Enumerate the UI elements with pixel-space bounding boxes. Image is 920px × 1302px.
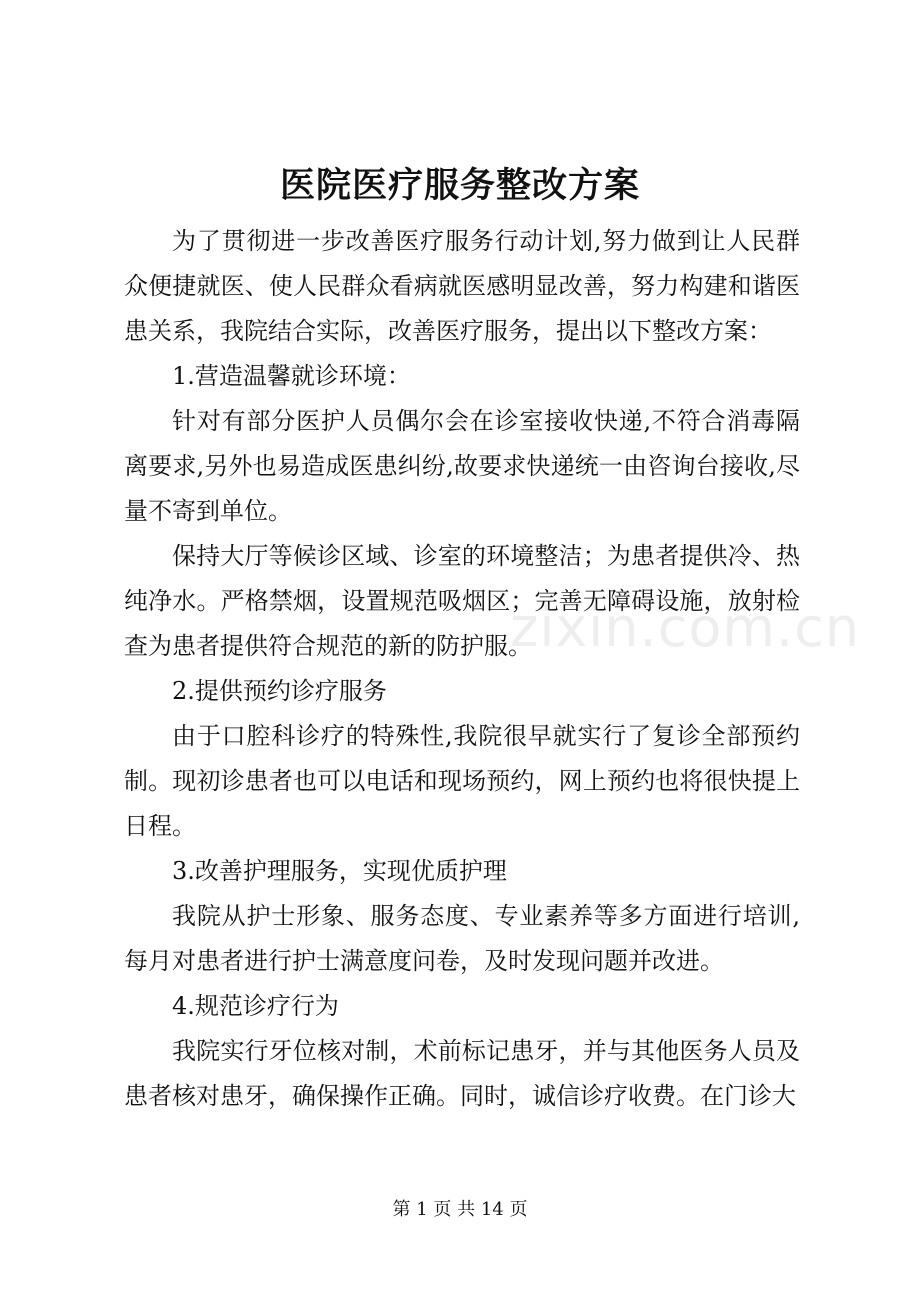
section-heading-2: 2.提供预约诊疗服务 [172, 677, 387, 705]
document-title: 医院医疗服务整改方案 [279, 165, 640, 206]
watermark: zixin.com.cn [510, 596, 861, 659]
page-footer: 第 1 页 共 14 页 [392, 1199, 528, 1220]
section-heading-3: 3.改善护理服务，实现优质护理 [172, 857, 507, 885]
paragraph: 保持大厅等候诊区域、诊室的环境整洁；为患者提供冷、热纯净水。严格禁烟，设置规范吸烟区；完善无障碍设施，放射检查为患者提供符合规范的新的防护服。 [124, 542, 800, 660]
section-heading-1: 1.营造温馨就诊环境： [172, 362, 411, 390]
section-heading-4: 4.规范诊疗行为 [172, 992, 339, 1020]
paragraph: 由于口腔科诊疗的特殊性,我院很早就实行了复诊全部预约制。现初诊患者也可以电话和现场预约，网上预约也将很快提上日程。 [124, 722, 800, 840]
paragraph-intro: 为了贯彻进一步改善医疗服务行动计划,努力做到让人民群众便捷就医、使人民群众看病就医感明显改善，努力构建和谐医患关系，我院结合实际，改善医疗服务，提出以下整改方案： [124, 227, 800, 345]
paragraph: 针对有部分医护人员偶尔会在诊室接收快递,不符合消毒隔离要求,另外也易造成医患纠纷,故要求快递统一由咨询台接收,尽量不寄到单位。 [124, 407, 800, 525]
paragraph: 我院从护士形象、服务态度、专业素养等多方面进行培训,每月对患者进行护士满意度问卷，及时发现问题并改进。 [124, 902, 800, 975]
paragraph: 我院实行牙位核对制，术前标记患牙，并与其他医务人员及患者核对患牙，确保操作正确。同时，诚信诊疗收费。在门诊大 [124, 1037, 800, 1110]
document-body [124, 219, 800, 1119]
